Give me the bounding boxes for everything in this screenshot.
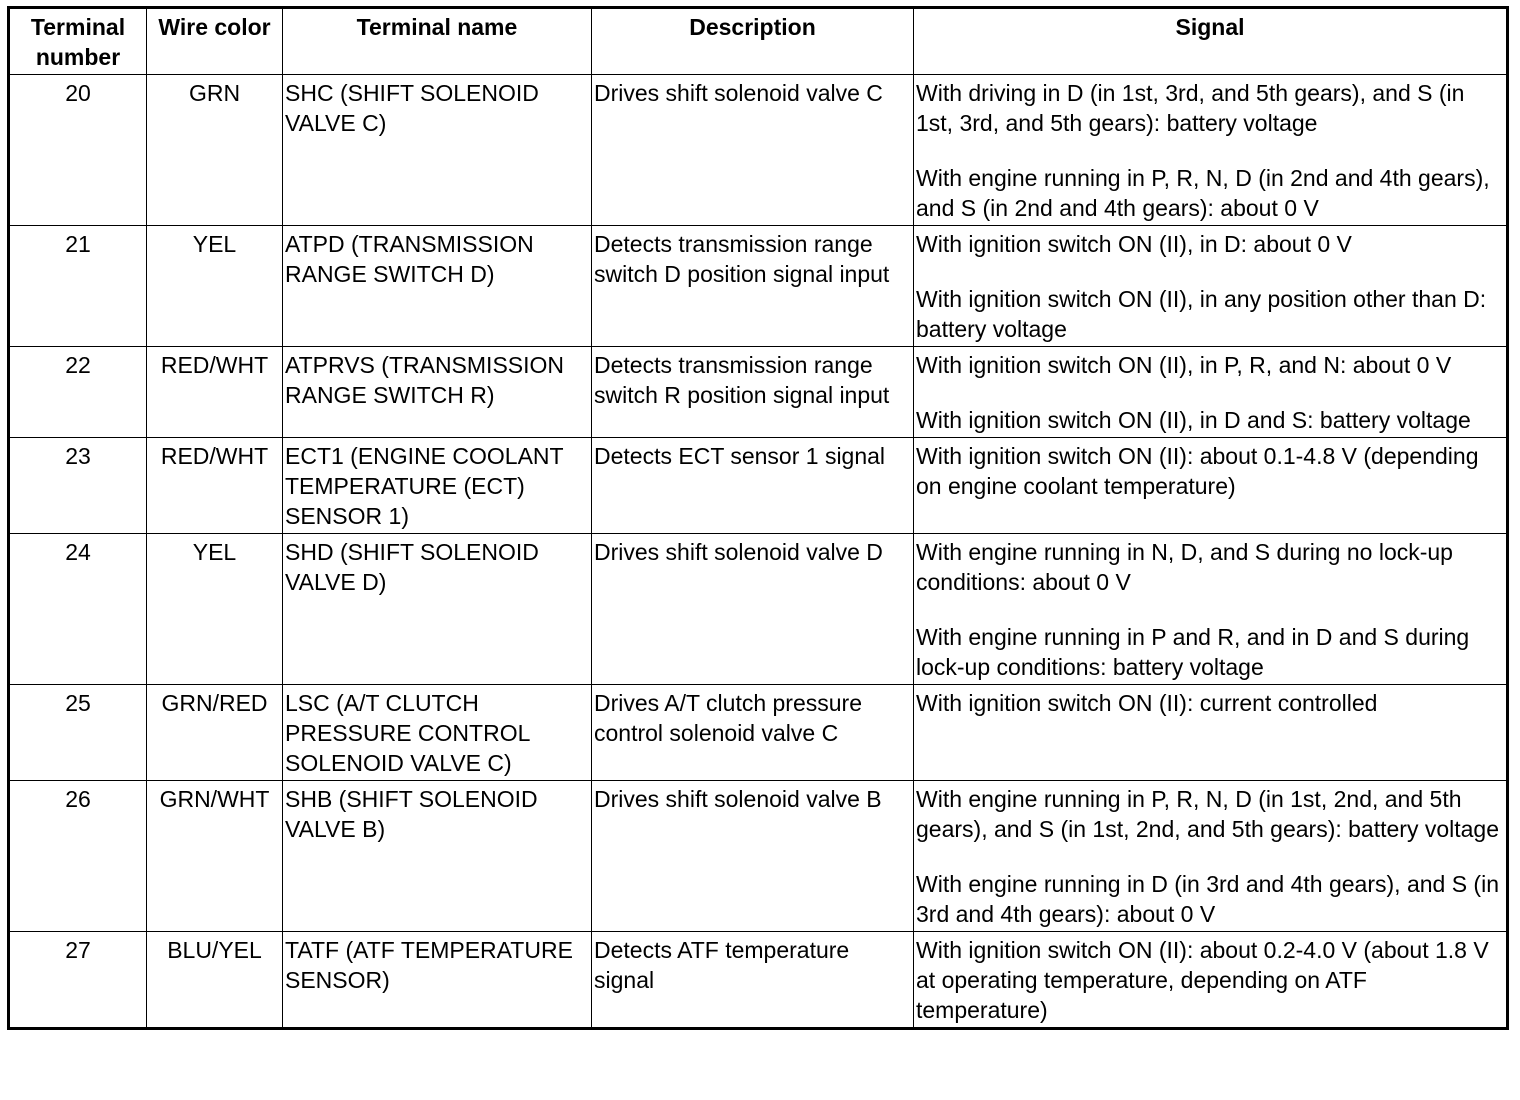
signal-condition: With ignition switch ON (II): about 0.1-4.8 V (depending on engine coolant temperature) — [916, 443, 1479, 499]
wire-color-cell: BLU/YEL — [147, 932, 283, 1029]
terminal-name-cell: ATPD (TRANSMISSION RANGE SWITCH D) — [283, 226, 592, 347]
signal-cell — [914, 685, 1508, 781]
terminal-table — [7, 6, 1509, 1030]
wire-color-cell: GRN — [147, 75, 283, 226]
terminal-name-cell: ECT1 (ENGINE COOLANT TEMPERATURE (ECT) SENSOR 1) — [283, 438, 592, 534]
table-row — [9, 438, 1508, 534]
wire-color-cell: RED/WHT — [147, 347, 283, 438]
signal-cell — [914, 438, 1508, 534]
terminal-number-cell: 27 — [9, 932, 147, 1029]
signal-cell — [914, 932, 1508, 1029]
header-description: Description — [592, 8, 914, 75]
wire-color-cell: YEL — [147, 226, 283, 347]
wire-color-cell: RED/WHT — [147, 438, 283, 534]
signal-cell — [914, 226, 1508, 347]
signal-condition: With ignition switch ON (II), in D: about 0 V — [916, 231, 1352, 257]
description-cell: Drives A/T clutch pressure control solenoid valve C — [592, 685, 914, 781]
terminal-name-cell: SHC (SHIFT SOLENOID VALVE C) — [283, 75, 592, 226]
signal-condition: With ignition switch ON (II), in any position other than D: battery voltage — [916, 286, 1487, 342]
terminal-number-cell: 22 — [9, 347, 147, 438]
table-header — [9, 8, 1508, 75]
table-row — [9, 932, 1508, 1029]
header-signal: Signal — [914, 8, 1508, 75]
description-cell: Drives shift solenoid valve D — [592, 534, 914, 685]
terminal-number-cell: 20 — [9, 75, 147, 226]
description-cell: Detects transmission range switch R position signal input — [592, 347, 914, 438]
description-cell: Drives shift solenoid valve C — [592, 75, 914, 226]
terminal-name-cell: TATF (ATF TEMPERATURE SENSOR) — [283, 932, 592, 1029]
signal-condition: With engine running in P, R, N, D (in 2nd and 4th gears), and S (in 2nd and 4th gears): about 0 V — [916, 165, 1490, 221]
table-row — [9, 226, 1508, 347]
signal-condition: With engine running in P and R, and in D and S during lock-up conditions: battery voltage — [916, 624, 1470, 680]
signal-cell — [914, 781, 1508, 932]
header-row — [9, 8, 1508, 75]
description-cell: Detects ATF temperature signal — [592, 932, 914, 1029]
signal-condition: With ignition switch ON (II), in D and S: battery voltage — [916, 407, 1471, 433]
terminal-name-cell: SHB (SHIFT SOLENOID VALVE B) — [283, 781, 592, 932]
header-wire-color: Wire color — [147, 8, 283, 75]
signal-condition: With engine running in P, R, N, D (in 1st, 2nd, and 5th gears), and S (in 1st, 2nd, and 5th gears): battery voltage — [916, 786, 1500, 842]
signal-condition: With ignition switch ON (II), in P, R, and N: about 0 V — [916, 352, 1452, 378]
terminal-name-cell: ATPRVS (TRANSMISSION RANGE SWITCH R) — [283, 347, 592, 438]
signal-condition: With driving in D (in 1st, 3rd, and 5th gears), and S (in 1st, 3rd, and 5th gears): battery voltage — [916, 80, 1465, 136]
terminal-number-cell: 26 — [9, 781, 147, 932]
header-terminal-name: Terminal name — [283, 8, 592, 75]
signal-condition: With ignition switch ON (II): current controlled — [916, 690, 1378, 716]
description-cell: Detects transmission range switch D position signal input — [592, 226, 914, 347]
terminal-number-cell: 24 — [9, 534, 147, 685]
table-row — [9, 534, 1508, 685]
signal-cell — [914, 534, 1508, 685]
wire-color-cell: GRN/RED — [147, 685, 283, 781]
terminal-number-cell: 23 — [9, 438, 147, 534]
table-body — [9, 75, 1508, 1029]
signal-condition: With engine running in D (in 3rd and 4th gears), and S (in 3rd and 4th gears): about 0 V — [916, 871, 1499, 927]
table-row — [9, 781, 1508, 932]
terminal-name-cell: SHD (SHIFT SOLENOID VALVE D) — [283, 534, 592, 685]
description-cell: Detects ECT sensor 1 signal — [592, 438, 914, 534]
description-cell: Drives shift solenoid valve B — [592, 781, 914, 932]
table-row — [9, 685, 1508, 781]
table-row — [9, 347, 1508, 438]
table-row — [9, 75, 1508, 226]
wire-color-cell: GRN/WHT — [147, 781, 283, 932]
header-terminal-number: Terminal number — [9, 8, 147, 75]
wire-color-cell: YEL — [147, 534, 283, 685]
signal-cell — [914, 347, 1508, 438]
signal-cell — [914, 75, 1508, 226]
signal-condition: With engine running in N, D, and S during no lock-up conditions: about 0 V — [916, 539, 1453, 595]
terminal-number-cell: 25 — [9, 685, 147, 781]
terminal-name-cell: LSC (A/T CLUTCH PRESSURE CONTROL SOLENOID VALVE C) — [283, 685, 592, 781]
terminal-number-cell: 21 — [9, 226, 147, 347]
signal-condition: With ignition switch ON (II): about 0.2-4.0 V (about 1.8 V at operating temperature, depending on ATF temperature) — [916, 937, 1489, 1023]
